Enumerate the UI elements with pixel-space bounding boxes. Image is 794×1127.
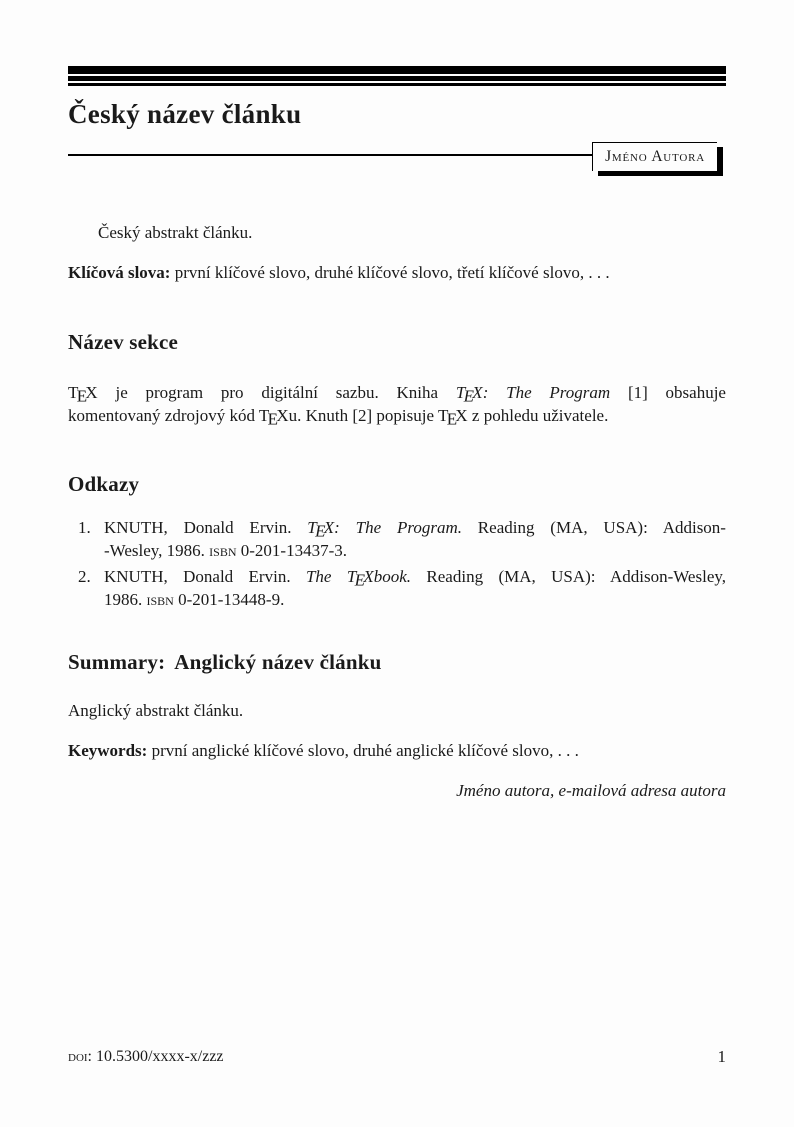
title-rule [68, 142, 592, 156]
section-paragraph [68, 381, 726, 427]
article-title: Český název článku [68, 99, 302, 129]
paragraph-line-1: TEX je program pro digitální sazbu. Kniha TEX: The Program [1] obsahuje [68, 383, 726, 406]
reference-2-line-2: 1986. isbn 0-201-13448-9. [104, 590, 285, 610]
reference-item-1 [68, 516, 726, 562]
tex-logo: TEX [346, 567, 374, 590]
keywords-czech-label: Klíčová slova: [68, 263, 171, 283]
summary-title: Anglický název článku [174, 650, 382, 675]
book-title-italic: TEX: The Program. [307, 518, 462, 541]
top-rule-medium [68, 76, 726, 81]
reference-2-line-1: KNUTH, Donald Ervin. The TEXbook. Reading (MA, USA): Addison-Wesley, [104, 567, 727, 590]
book-title-italic: The TEXbook. [305, 567, 412, 590]
abstract-czech: Český abstrakt článku. [98, 223, 253, 243]
tex-logo: TEX [307, 518, 335, 541]
top-rule-thin [68, 83, 726, 86]
references-heading: Odkazy [68, 472, 140, 497]
paragraph-line-2: komentovaný zdrojový kód TEXu. Knuth [2] popisuje TEX z pohledu uživatele. [68, 406, 609, 429]
citation-ref-2: u. Knuth [2] popisuje [288, 406, 438, 426]
keywords-english-label: Keywords: [68, 741, 148, 761]
tex-logo: TEX [437, 406, 468, 429]
abstract-english: Anglický abstrakt článku. [68, 701, 244, 721]
keywords-english-line [68, 739, 726, 762]
page-number: 1 [717, 1047, 726, 1066]
title-rule-row [68, 142, 726, 171]
isbn-label: isbn [209, 541, 237, 561]
book-title-italic: TEX: The Program [455, 383, 611, 406]
isbn-label: isbn [146, 590, 174, 610]
keywords-english-text: první anglické klíčové slovo, druhé anglické klíčové slovo, . . . [147, 741, 579, 761]
citation-ref-1: [1] obsahuje [610, 383, 726, 403]
summary-heading [68, 649, 726, 675]
keywords-czech-text: první klíčové slovo, druhé klíčové slovo, třetí klíčové slovo, . . . [170, 263, 610, 283]
keywords-czech-line [68, 261, 726, 284]
reference-number: 1. [78, 518, 91, 538]
page-footer [68, 1047, 726, 1067]
summary-label: Summary: [68, 650, 166, 675]
doi-value: 10.5300/xxxx-x/zzz [92, 1048, 224, 1065]
author-signature: Jméno autora, e-mailová adresa autora [456, 781, 726, 801]
top-rule-thick [68, 66, 726, 74]
tex-logo: TEX [68, 383, 98, 406]
doi-line [68, 1047, 224, 1067]
tex-logo: TEX [455, 383, 483, 406]
reference-list [68, 516, 726, 611]
reference-1-line-2: -Wesley, 1986. isbn 0-201-13437-3. [104, 541, 347, 561]
reference-number: 2. [78, 567, 91, 587]
section-heading: Název sekce [68, 330, 179, 355]
tex-logo: TEX [258, 406, 289, 429]
reference-1-line-1: KNUTH, Donald Ervin. TEX: The Program. Reading (MA, USA): Addison- [104, 518, 726, 541]
reference-item-2 [68, 565, 726, 611]
author-badge: Jméno Autora [592, 142, 717, 171]
top-rules-divider [68, 0, 726, 86]
doi-label: doi: [68, 1048, 92, 1065]
